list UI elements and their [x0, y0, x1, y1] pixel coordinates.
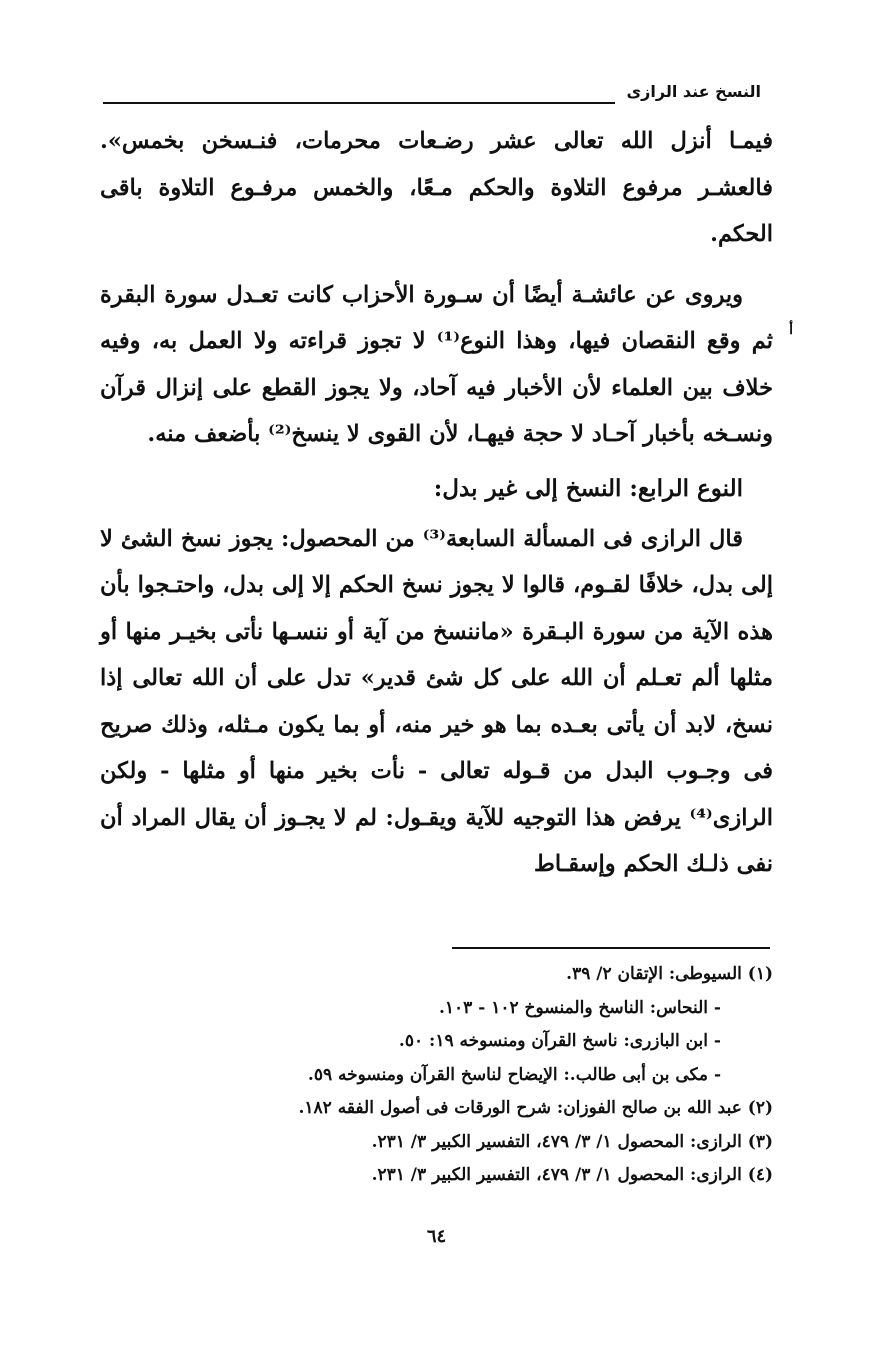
- paragraph-1: فيمـا أنزل الله تعالى عشر رضـعات محرمات، فنـسخن بخمس». فالعشـر مرفوع التلاوة والحكم مـعًا، والخمس مرفـوع التلاوة باقى الحكم.: [100, 128, 773, 247]
- footnote-1-ref-2: - النحاس: الناسخ والمنسوخ ١٠٢ - ١٠٣.: [438, 997, 721, 1018]
- footnote-4: (٤) الرازى: المحصول ١/ ٣/ ٤٧٩، التفسير الكبير ٣/ ٢٣١.: [371, 1165, 773, 1185]
- page-number: ٦٤: [426, 1226, 447, 1247]
- footnotes: [110, 958, 773, 1193]
- footnote-1: (١) السيوطى: الإتقان ٢/ ٣٩.: [566, 964, 773, 984]
- footnote-rule: [452, 947, 770, 949]
- paragraph-2: ويروى عن عائشـة أيضًا أن سـورة الأحزاب كانت تعـدل سورة البقرة ثم وقع النقصان فيها، وهذا النوع⁽¹⁾ لا تجوز قراءته ولا العمل به، وفيه خلاف بين العلماء لأن الأخبار فيه آحاد، ولا يجوز القطع على إنزال قرآن ونسـخه بأخبار آحـاد لا حجة فيهـا، لأن القوى لا ينسخ⁽²⁾ بأضعف منه.: [100, 281, 773, 447]
- footnote-1-ref-3: - ابن البازرى: ناسخ القرآن ومنسوخه ١٩: ٥٠.: [398, 1031, 721, 1051]
- main-text: [100, 118, 773, 888]
- running-header: النسخ عند الرازى: [626, 82, 761, 101]
- paragraph-3: قال الرازى فى المسألة السابعة⁽³⁾ من المحصول: يجوز نسخ الشئ لا إلى بدل، خلافًا لقـوم، قالوا لا يجوز نسخ الحكم إلا إلى بدل، واحتـجوا بأن هذه الآية من سورة البـقرة «ماننسخ من آية أو ننسـها نأتى بخيـر منها أو مثلها ألم تعـلم أن الله على كل شئ قدير» تدل على أن الله تعالى إذا نسخ، لابد أن يأتى بعـده بما هو خير منه، أو بما يكون مـثله، وذلك صريح فى وجـوب البدل من قـوله تعالى - نأت بخير منها أو مثلها - ولكن الرازى⁽⁴⁾ يرفض هذا التوجيه للآية ويقـول: لم لا يجـوز أن يقال المراد أن نفى ذلـك الحكم وإسقـاط: [100, 525, 773, 877]
- header-rule: [103, 102, 615, 104]
- footnote-1-ref-4: - مكى بن أبى طالب.: الإيضاح لناسخ القرآن ومنسوخه ٥٩.: [307, 1064, 721, 1085]
- footnote-3: (٣) الرازى: المحصول ١/ ٣/ ٤٧٩، التفسير الكبير ٣/ ٢٣١.: [371, 1131, 773, 1152]
- margin-marker: أ: [789, 322, 793, 338]
- footnote-2: (٢) عبد الله بن صالح الفوزان: شرح الورقات فى أصول الفقه ١٨٢.: [298, 1098, 773, 1118]
- section-heading: النوع الرابع: النسخ إلى غير بدل:: [433, 474, 743, 502]
